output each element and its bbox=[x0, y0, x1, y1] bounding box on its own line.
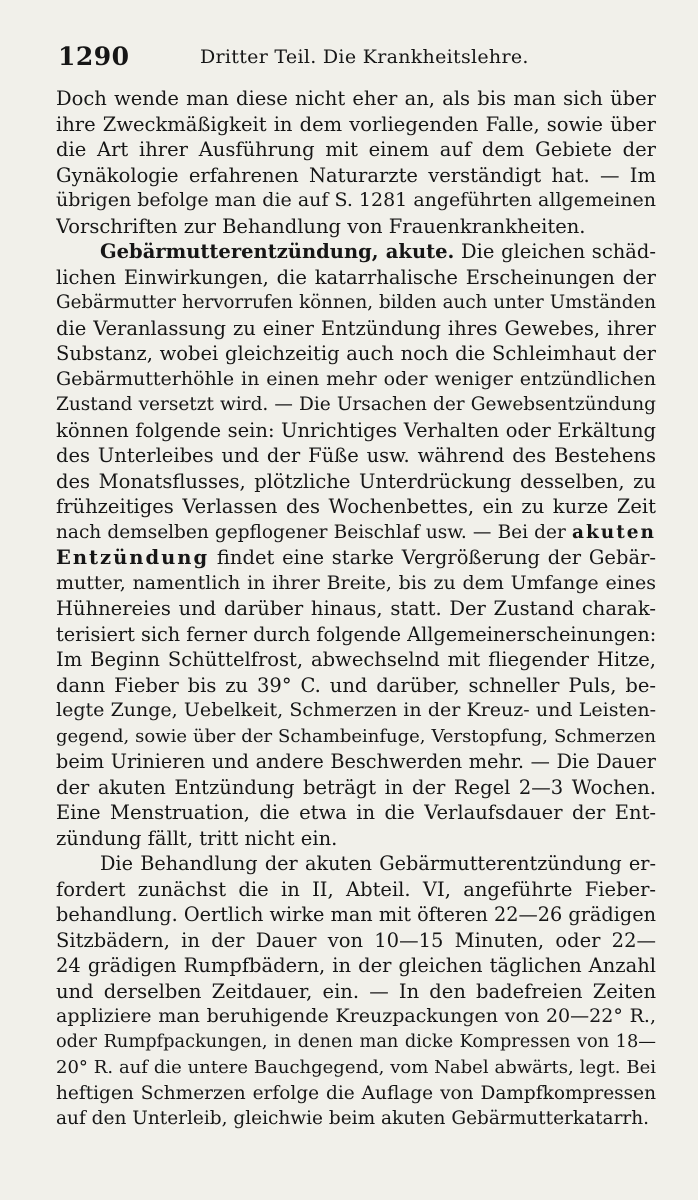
text-line: Gebärmutter hervorrufen können, bilden auch unter Umständen bbox=[56, 292, 656, 313]
text-line: des Monatsflusses, plötzliche Unterdrückung desselben, zu bbox=[56, 469, 656, 493]
text-line: Doch wende man diese nicht eher an, als bis man sich über bbox=[56, 87, 656, 110]
text-line: fordert zunächst die in II, Abteil. VI, angeführte Fieber- bbox=[56, 877, 656, 901]
text-line: Vorschriften zur Behandlung von Frauenkrankheiten. bbox=[56, 214, 586, 238]
text-line: auf den Unterleib, gleichwie beim akuten Gebärmutterkatarrh. bbox=[56, 1108, 650, 1129]
text-line: Gynäkologie erfahrenen Naturarzte verständigt hat. — Im bbox=[56, 163, 656, 187]
text-line: Eine Menstruation, die etwa in die Verlaufsdauer der Ent- bbox=[56, 801, 656, 824]
running-head: Dritter Teil. Die Krankheitslehre. bbox=[200, 46, 529, 68]
text-line: frühzeitiges Verlassen des Wochenbettes, ein zu kurze Zeit bbox=[56, 495, 656, 518]
text-line: nach demselben gepflogener Beischlaf usw. — Bei der akuten bbox=[56, 521, 656, 543]
text-line: des Unterleibes und der Füße usw. während des Bestehens bbox=[56, 444, 656, 467]
text-line: 20° R. auf die untere Bauchgegend, vom Nabel abwärts, legt. Bei bbox=[56, 1057, 656, 1078]
text-line: Sitzbädern, in der Dauer von 10—15 Minuten, oder 22— bbox=[56, 928, 656, 952]
text-line: appliziere man beruhigende Kreuzpackungen von 20—22° R., bbox=[56, 1005, 656, 1027]
section-heading-line: Gebärmutterentzündung, akute. Die gleichen schäd- bbox=[100, 240, 656, 263]
text-line: Die Behandlung der akuten Gebärmutterentzündung er- bbox=[100, 852, 656, 875]
text-line: gegend, sowie über der Schambeinfuge, Verstopfung, Schmerzen bbox=[56, 725, 656, 747]
section-heading: Gebärmutterentzündung, akute. bbox=[100, 240, 455, 263]
text-line: können folgende sein: Unrichtiges Verhalten oder Erkältung bbox=[56, 418, 656, 442]
text-line: mutter, namentlich in ihrer Breite, bis zu dem Umfange eines bbox=[56, 571, 656, 594]
text-line: übrigen befolge man die auf S. 1281 angeführten allgemeinen bbox=[56, 189, 656, 211]
text-line: Gebärmutterhöhle in einen mehr oder weniger entzündlichen bbox=[56, 367, 656, 390]
text-line: Im Beginn Schüttelfrost, abwechselnd mit fliegender Hitze, bbox=[56, 648, 656, 671]
text-line: Substanz, wobei gleichzeitig auch noch die Schleimhaut der bbox=[56, 342, 656, 365]
text-line: und derselben Zeitdauer, ein. — In den badefreien Zeiten bbox=[56, 979, 656, 1003]
emphasized-term: akuten bbox=[571, 521, 656, 543]
text-line: terisiert sich ferner durch folgende Allgemeinerscheinungen: bbox=[56, 622, 656, 646]
text-line: beim Urinieren und andere Beschwerden mehr. — Die Dauer bbox=[56, 750, 656, 773]
page-header bbox=[58, 42, 658, 72]
text-line: behandlung. Oertlich wirke man mit öfteren 22—26 grädigen bbox=[56, 903, 656, 926]
text-line: Entzündung findet eine starke Vergrößerung der Gebär- bbox=[56, 546, 656, 569]
text-line: ihre Zweckmäßigkeit in dem vorliegenden Falle, sowie über bbox=[56, 112, 656, 136]
text-line: Hühnereies und darüber hinaus, statt. Der Zustand charak- bbox=[56, 597, 656, 620]
text-line: die Veranlassung zu einer Entzündung ihres Gewebes, ihrer bbox=[56, 316, 656, 340]
page-number: 1290 bbox=[58, 42, 130, 71]
emphasized-term: Entzündung bbox=[56, 546, 210, 569]
text-line: dann Fieber bis zu 39° C. und darüber, schneller Puls, be- bbox=[56, 673, 656, 697]
text-line: legte Zunge, Uebelkeit, Schmerzen in der Kreuz- und Leisten- bbox=[56, 699, 656, 721]
text-line: die Art ihrer Ausführung mit einem auf dem Gebiete der bbox=[56, 138, 656, 161]
text-line: lichen Einwirkungen, die katarrhalische Erscheinungen der bbox=[56, 265, 656, 289]
text-line: der akuten Entzündung beträgt in der Regel 2—3 Wochen. bbox=[56, 775, 656, 799]
text-line: oder Rumpfpackungen, in denen man dicke Kompressen von 18— bbox=[56, 1031, 656, 1052]
text-line: 24 grädigen Rumpfbädern, in der gleichen täglichen Anzahl bbox=[56, 954, 656, 977]
text-line: heftigen Schmerzen erfolge die Auflage von Dampfkompressen bbox=[56, 1082, 656, 1104]
text-line: zündung fällt, tritt nicht ein. bbox=[56, 826, 338, 850]
text-line: Zustand versetzt wird. — Die Ursachen der Gewebsentzündung bbox=[56, 394, 656, 415]
